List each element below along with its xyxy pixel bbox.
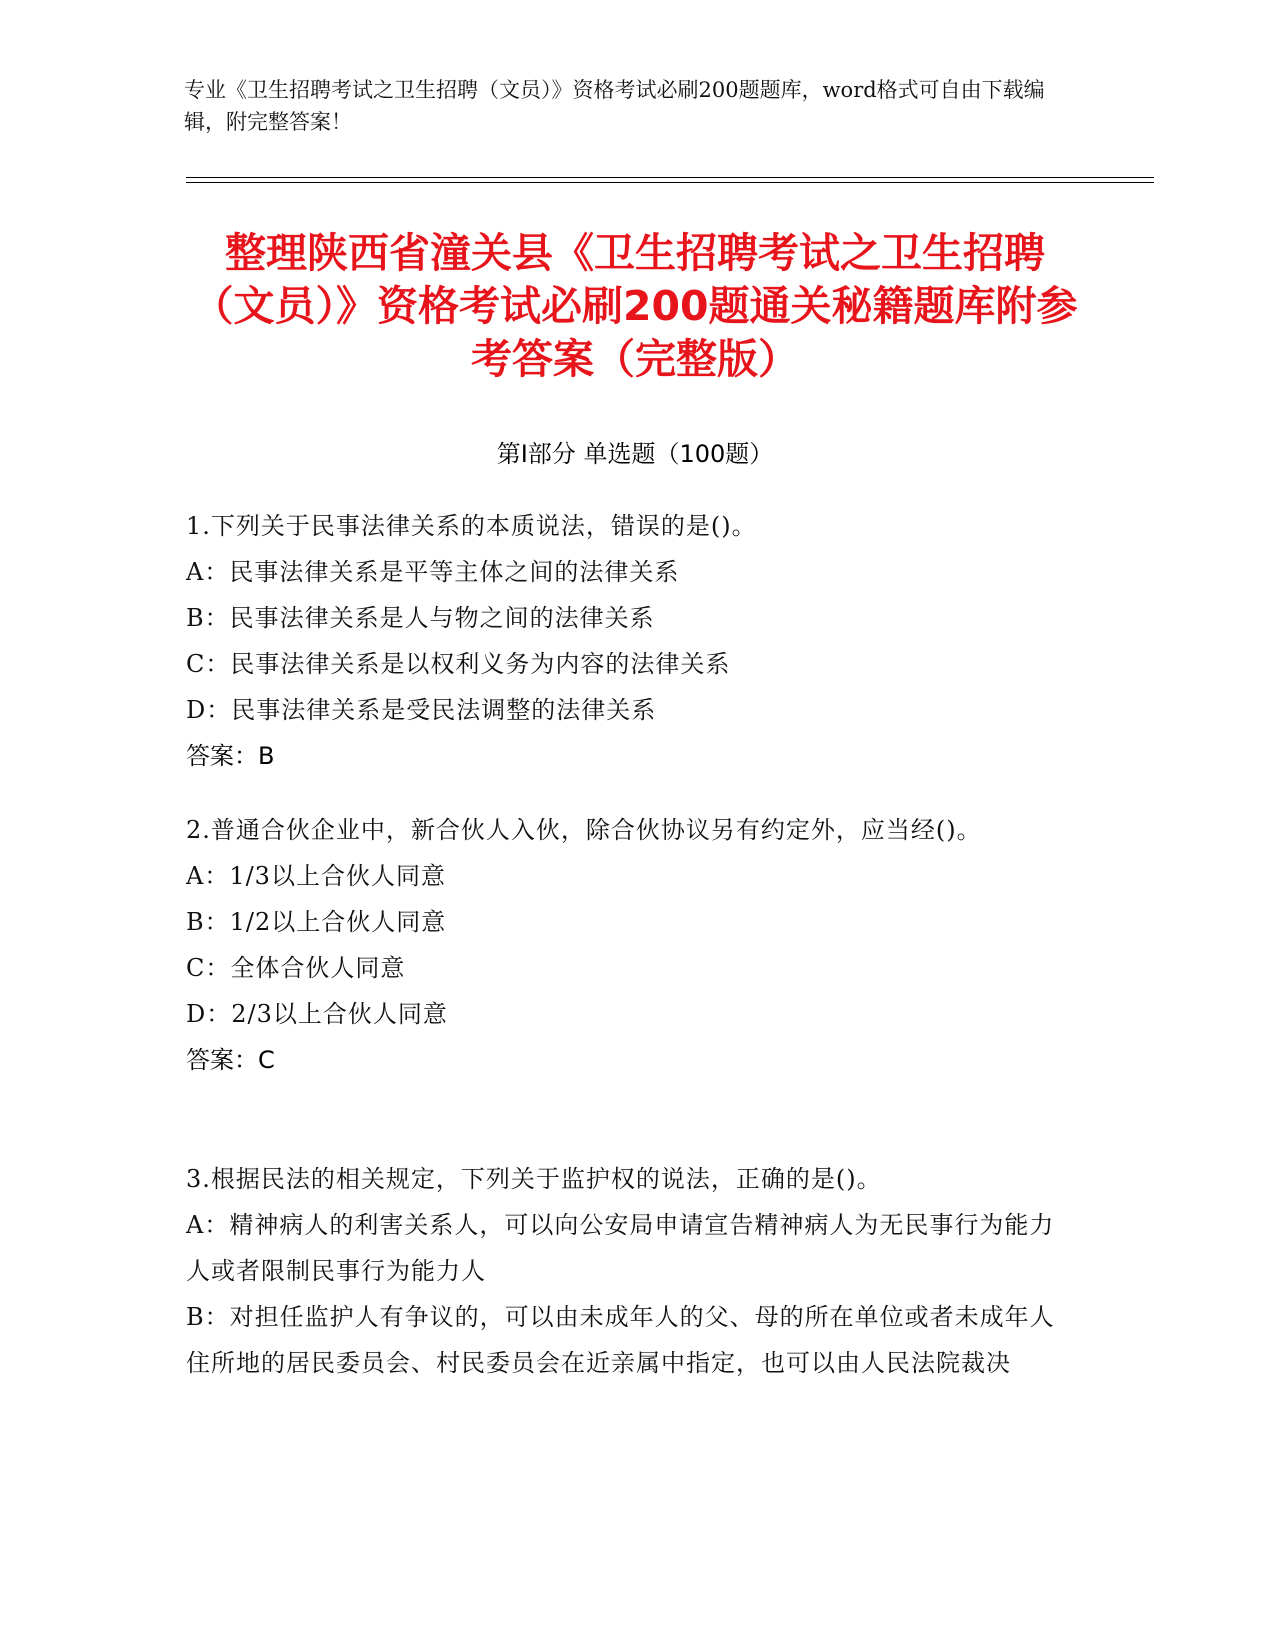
section-heading: 第Ⅰ部分 单选题（100题）: [496, 440, 774, 468]
question-1: [186, 503, 1076, 779]
document-title: 整理陕西省潼关县《卫生招聘考试之卫生招聘（文员）》资格考试必刷200题通关秘籍题库附参考答案（完整版）: [192, 229, 1078, 383]
question-stem: 1.下列关于民事法律关系的本质说法，错误的是()。: [186, 512, 757, 540]
option-c: C：全体合伙人同意: [186, 954, 406, 982]
header-divider-bottom: [186, 182, 1154, 183]
option-b: B：1/2以上合伙人同意: [186, 908, 447, 936]
option-a: A：民事法律关系是平等主体之间的法律关系: [186, 558, 680, 586]
option-d: D：民事法律关系是受民法调整的法律关系: [186, 696, 657, 724]
question-3: [186, 1156, 1076, 1386]
option-d: D：2/3以上合伙人同意: [186, 1000, 448, 1028]
answer: 答案：B: [186, 742, 275, 770]
header-divider-top: [186, 177, 1154, 178]
option-a: A：1/3以上合伙人同意: [186, 862, 446, 890]
option-c: C：民事法律关系是以权利义务为内容的法律关系: [186, 650, 731, 678]
option-a: A：精神病人的利害关系人，可以向公安局申请宣告精神病人为无民事行为能力人或者限制民事行为能力人: [186, 1211, 1055, 1285]
question-stem: 2.普通合伙企业中，新合伙人入伙，除合伙协议另有约定外，应当经()。: [186, 816, 982, 844]
option-b: B：对担任监护人有争议的，可以由未成年人的父、母的所在单位或者未成年人住所地的居民委员会、村民委员会在近亲属中指定，也可以由人民法院裁决: [186, 1303, 1055, 1377]
option-b: B：民事法律关系是人与物之间的法律关系: [186, 604, 655, 632]
answer: 答案：C: [186, 1046, 275, 1074]
header-note: 专业《卫生招聘考试之卫生招聘（文员）》资格考试必刷200题题库，word格式可自由下载编辑，附完整答案！: [184, 78, 1045, 134]
question-2: [186, 807, 1076, 1083]
question-stem: 3.根据民法的相关规定，下列关于监护权的说法，正确的是()。: [186, 1165, 882, 1193]
